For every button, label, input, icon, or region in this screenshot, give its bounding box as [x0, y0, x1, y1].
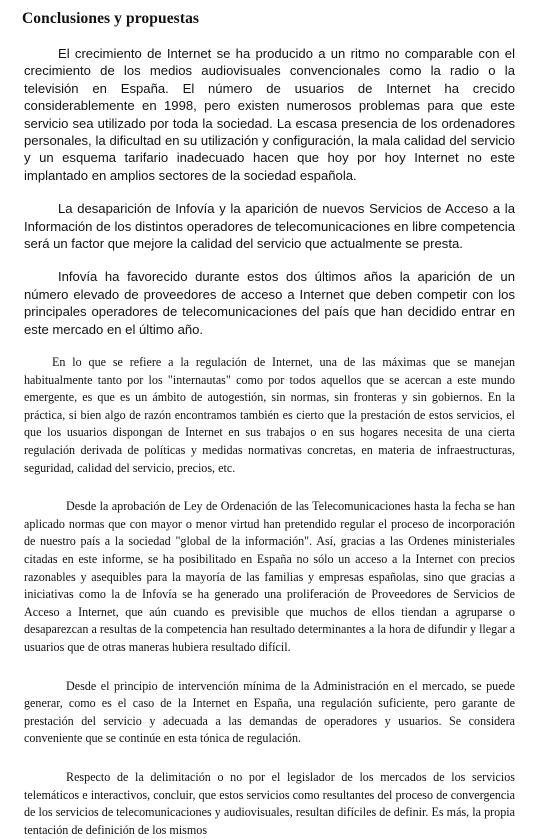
paragraph-telecom-law: Desde la aprobación de Ley de Ordenación de las Telecomunicaciones hasta la fecha se han aplicado normas que con mayor o menor virtud han pretendido regular el proceso de incorporación de nuestro país a la sociedad "global de la información". Así, gracias a las Ordenes ministeriales citadas en este informe, se ha posibilitado en España no sólo un acceso a la Internet con precios razonables y asequibles para la mayoría de las familias y empresas españolas, sino que gracias a iniciativas como la de Infovía se ha generado una proliferación de Proveedores de Servicios de Acceso a Internet, que aún cuando es previsible que muchos de ellos tiendan a agruparse o desaparezcan a resultas de la competencia han resultado determinantes a la hora de difundir y llegar a usuarios que de otras maneras hubiera resultado difícil.: [24, 499, 515, 654]
section-heading: Conclusiones y propuestas: [22, 10, 200, 27]
paragraph-minimal-intervention: Desde el principio de intervención mínima de la Administración en el mercado, se puede generar, como es el caso de la Internet en España, una regulación suficiente, pero garante de prestación del servicio y adecuada a las demandas de operadores y usuarios. Se considera conveniente que se continúe en esta tónica de regulación.: [24, 678, 515, 746]
paragraph-market-delimitation: Respecto de la delimitación o no por el legislador de los mercados de los servicios telemáticos e interactivos, concluir, que estos servicios como resultantes del proceso de convergencia de los servicios de telecomunicaciones y audiovisuales, resultan difíciles de definir. Es más, la propia tentación de definición de los mismos: [24, 769, 515, 837]
paragraph-internet-growth: El crecimiento de Internet se ha producido a un ritmo no comparable con el crecimiento de los medios audiovisuales convencionales como la radio o la televisión en España. El número de usuarios de Internet ha crecido considerablemente en 1998, pero existen numerosos problemas para que este servicio sea utilizado por toda la sociedad. La escasa presencia de los ordenadores personales, la dificultad en su utilización y configuración, la mala calidad del servicio y un esquema tarifario inadecuado hacen que hoy por hoy Internet no este implantado en amplios sectores de la sociedad española.: [24, 46, 515, 183]
paragraph-infovia-disappearance: La desaparición de Infovía y la aparición de nuevos Servicios de Acceso a la Información de los distintos operadores de telecomunicaciones en libre competencia será un factor que mejore la calidad del servicio que actualmente se presta.: [24, 201, 515, 252]
paragraph-internet-regulation: En lo que se refiere a la regulación de Internet, una de las máximas que se manejan habitualmente tanto por los "internautas" como por todos aquellos que se acercan a este mundo emergente, es que es un ámbito de autogestión, sin normas, sin fronteras y sin gobiernos. En la práctica, si bien algo de razón encontramos también es cierto que la prestación de estos servicios, el que los usuarios dispongan de Internet en sus trabajos o en sus hogares necesita de una cierta regulación derivada de políticas y medidas normativas concretas, en materia de infraestructuras, seguridad, calidad del servicio, precios, etc.: [24, 355, 515, 475]
paragraph-infovia-providers: Infovía ha favorecido durante estos dos últimos años la aparición de un número elevado de proveedores de acceso a Internet que deben competir con los principales operadores de telecomunicaciones del país que han decidido entrar en este mercado en el último año.: [24, 269, 515, 337]
